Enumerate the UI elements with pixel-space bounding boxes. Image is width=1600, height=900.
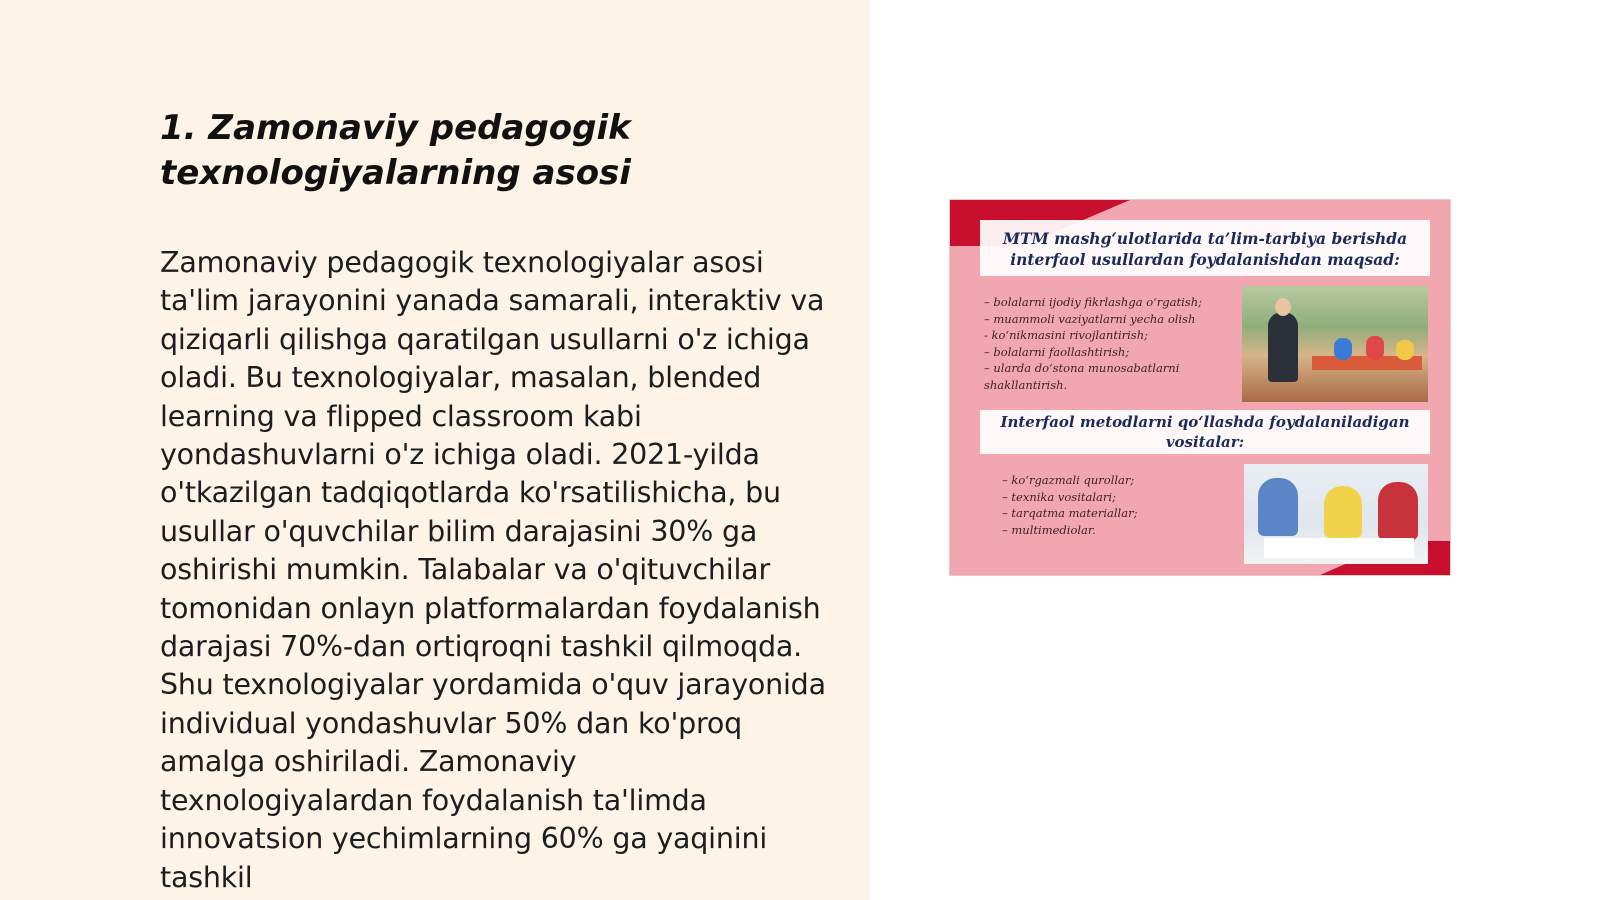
child-figure <box>1258 478 1298 536</box>
image-heading-middle-line1: Interfaol metodlarni qo‘llashda foydalaniladigan <box>1000 413 1410 431</box>
drawing-paper <box>1264 538 1414 558</box>
image-heading-middle <box>980 410 1430 454</box>
goal-item: – muammoli vaziyatlarni yecha olish <box>984 311 1196 326</box>
teacher-figure <box>1268 312 1298 382</box>
goal-item: - ko‘nikmasini rivojlantirish; <box>984 328 1148 342</box>
goal-item: – bolalarni faollashtirish; <box>984 344 1130 359</box>
slide-title: 1. Zamonaviy pedagogik texnologiyalarning asosi <box>160 108 631 193</box>
child-figure <box>1324 486 1362 538</box>
child-figure <box>1378 482 1418 540</box>
image-heading-top-line2: interfaol usullardan foydalanishdan maqsad: <box>1010 250 1400 269</box>
tool-item: – texnika vositalari; <box>1002 489 1116 504</box>
image-heading-top <box>980 220 1430 276</box>
slide-illustration <box>950 200 1450 575</box>
child-figure <box>1396 340 1414 360</box>
child-figure <box>1334 338 1352 360</box>
slide-body-text: Zamonaviy pedagogik texnologiyalar asosi ta'lim jarayonini yanada samarali, interaktiv va qiziqarli qilishga qaratilgan usullarni o'z ichiga oladi. Bu texnologiyalar, masalan, blended learning va flipped classroom kabi yondashuvlarni o'z ichiga oladi. 2021-yilda o'tkazilgan tadqiqotlarda ko'rsatilishicha, bu usullar o'quvchilar bilim darajasini 30% ga oshirishi mumkin. Talabalar va o'qituvchilar tomonidan onlayn platformalardan foydalanish darajasi 70%-dan ortiqroqni tashkil qilmoqda. Shu texnologiyalar yordamida o'quv jarayonida individual yondashuvlar 50% dan ko'proq amalga oshiriladi. Zamonaviy texnologiyalardan foydalanish ta'limda innovatsion yechimlarning 60% ga yaqinini tashkil <box>160 246 826 894</box>
tool-item: – multimediolar. <box>1002 522 1096 537</box>
goal-item: – bolalarni ijodiy fikrlashga o‘rgatish; <box>984 295 1202 309</box>
teacher-head <box>1275 298 1291 316</box>
image-heading-top-line1: MTM mashg‘ulotlarida ta’lim-tarbiya berishda <box>1002 229 1408 248</box>
classroom-photo <box>1242 286 1428 402</box>
children-drawing-photo <box>1244 464 1428 564</box>
image-heading-middle-line2: vositalar: <box>1165 433 1245 451</box>
tools-list <box>1002 472 1232 538</box>
goals-list <box>984 294 1240 393</box>
tool-item: – ko‘rgazmali qurollar; <box>1002 473 1135 487</box>
tool-item: – tarqatma materiallar; <box>1002 506 1138 520</box>
child-figure <box>1366 336 1384 360</box>
goal-item: – ularda do‘stona munosabatlarni shakllantirish. <box>984 361 1180 392</box>
